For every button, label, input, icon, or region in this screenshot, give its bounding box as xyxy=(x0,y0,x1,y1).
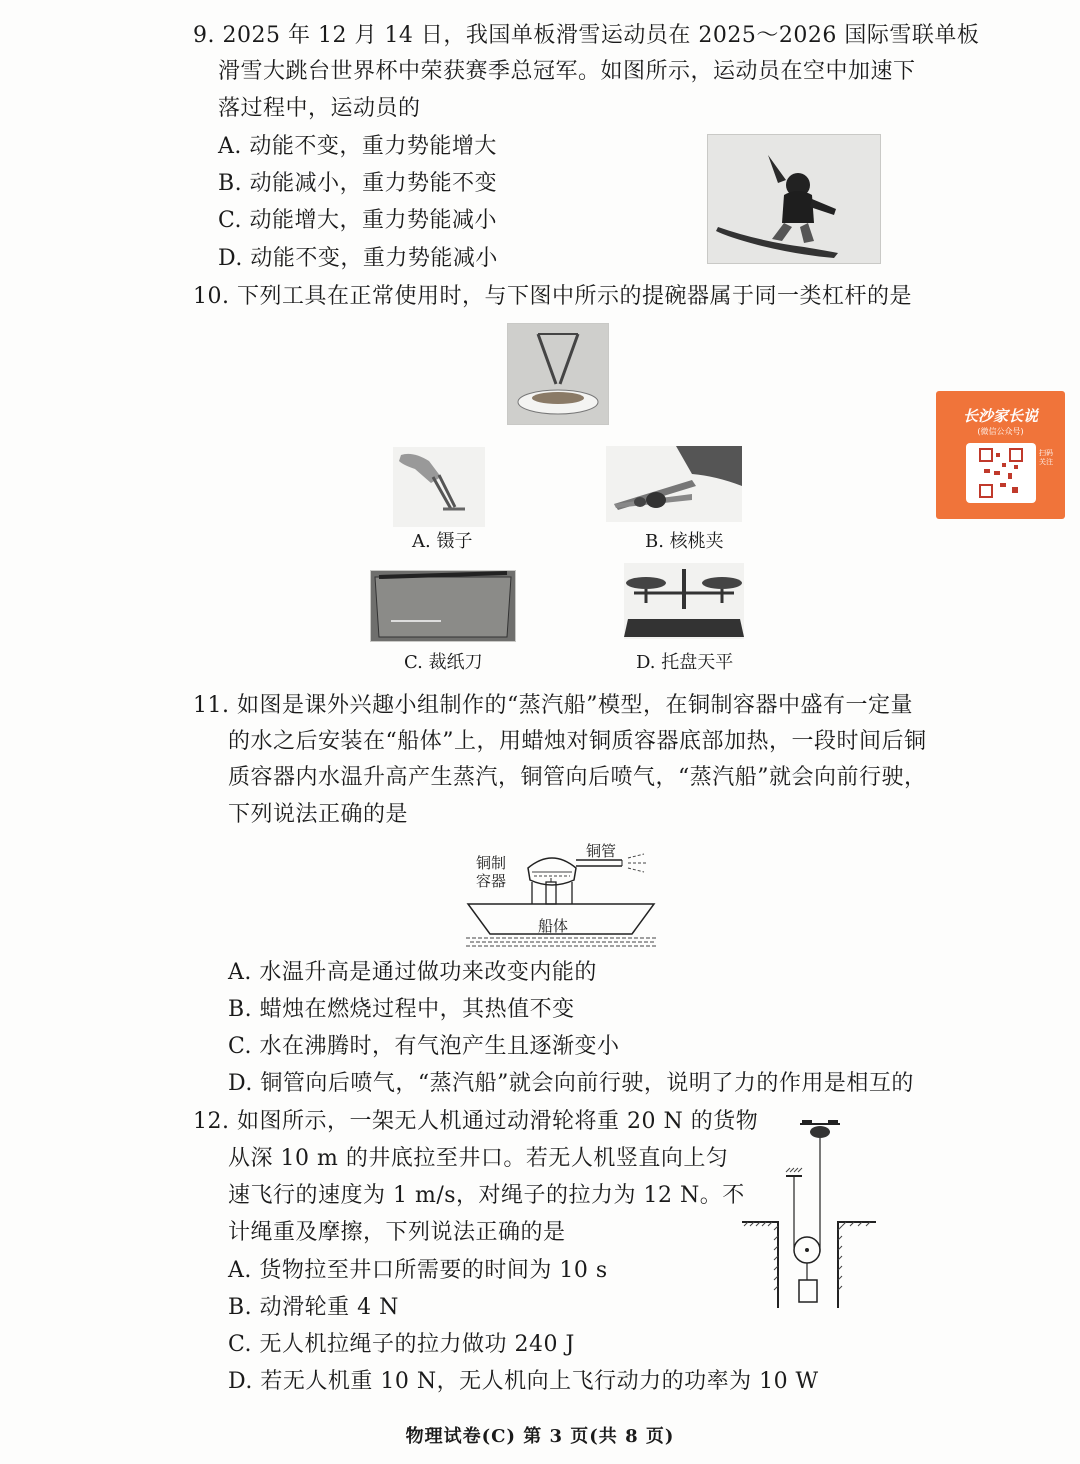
q9-option-d: D. 动能不变，重力势能减小 xyxy=(218,246,498,271)
q12-stem-line-4: 计绳重及摩擦，下列说法正确的是 xyxy=(228,1220,566,1245)
q11-option-d: D. 铜管向后喷气，“蒸汽船”就会向前行驶，说明了力的作用是相互的 xyxy=(228,1071,914,1096)
q10-option-c-caption: C. 裁纸刀 xyxy=(404,652,483,673)
q11-option-b: B. 蜡烛在燃烧过程中，其热值不变 xyxy=(228,997,575,1022)
paper-cutter-photo xyxy=(370,570,516,642)
nutcracker-photo xyxy=(606,446,742,522)
q9-option-a: A. 动能不变，重力势能增大 xyxy=(218,134,497,159)
balance-scale-photo xyxy=(624,563,744,639)
q12-stem-line-1: 12. 如图所示，一架无人机通过动滑轮将重 20 N 的货物 xyxy=(193,1109,759,1134)
qr-title: 长沙家长说 xyxy=(962,407,1038,425)
q12-option-d: D. 若无人机重 10 N，无人机向上飞行动力的功率为 10 W xyxy=(228,1369,819,1394)
q12-option-b: B. 动滑轮重 4 N xyxy=(228,1295,399,1320)
qr-promo-card[interactable] xyxy=(936,391,1065,519)
q10-option-d-caption: D. 托盘天平 xyxy=(636,652,734,673)
q12-option-a: A. 货物拉至井口所需要的时间为 10 s xyxy=(228,1258,608,1283)
q11-stem-line-4: 下列说法正确的是 xyxy=(228,802,409,827)
q11-stem-line-1: 11. 如图是课外兴趣小组制作的“蒸汽船”模型，在铜制容器中盛有一定量 xyxy=(193,693,913,718)
q10-stem: 10. 下列工具在正常使用时，与下图中所示的提碗器属于同一类杠杆的是 xyxy=(193,284,912,309)
q9-stem-line-3: 落过程中，运动员的 xyxy=(218,96,421,121)
drone-pulley-diagram xyxy=(742,1118,878,1312)
steam-boat-diagram xyxy=(462,838,662,950)
label-container-2: 容器 xyxy=(476,872,507,890)
snowboarder-photo xyxy=(707,134,881,264)
q11-option-a: A. 水温升高是通过做功来改变内能的 xyxy=(228,960,597,985)
q10-option-a-caption: A. 镊子 xyxy=(412,531,473,552)
label-hull: 船体 xyxy=(538,917,569,935)
q11-option-c: C. 水在沸腾时，有气泡产生且逐渐变小 xyxy=(228,1034,620,1059)
q9-option-b: B. 动能减小，重力势能不变 xyxy=(218,171,498,196)
label-copper-tube: 铜管 xyxy=(586,842,617,860)
label-container-1: 铜制 xyxy=(476,854,507,872)
qr-code-icon xyxy=(966,443,1036,503)
qr-subtitle: (微信公众号) xyxy=(977,427,1024,436)
qr-side-text: 扫码关注 xyxy=(1039,449,1053,466)
q9-stem-line-2: 滑雪大跳台世界杯中荣获赛季总冠军。如图所示，运动员在空中加速下 xyxy=(218,59,916,84)
q12-stem-line-3: 速飞行的速度为 1 m/s，对绳子的拉力为 12 N。不 xyxy=(228,1183,745,1208)
q12-option-c: C. 无人机拉绳子的拉力做功 240 J xyxy=(228,1332,575,1357)
q9-stem-line-1: 9. 2025 年 12 月 14 日，我国单板滑雪运动员在 2025～2026 国际雪联单板 xyxy=(193,23,980,48)
q10-option-b-caption: B. 核桃夹 xyxy=(645,531,724,552)
q11-stem-line-2: 的水之后安装在“船体”上，用蜡烛对铜质容器底部加热，一段时间后铜 xyxy=(228,729,927,754)
page-footer: 物理试卷(C) 第 3 页(共 8 页) xyxy=(405,1426,675,1447)
tweezers-photo xyxy=(393,447,485,527)
q9-option-c: C. 动能增大，重力势能减小 xyxy=(218,208,498,233)
q12-stem-line-2: 从深 10 m 的井底拉至井口。若无人机竖直向上匀 xyxy=(228,1146,729,1171)
q11-stem-line-3: 质容器内水温升高产生蒸汽，铜管向后喷气，“蒸汽船”就会向前行驶， xyxy=(228,765,927,790)
bowl-lifter-photo xyxy=(507,323,609,425)
